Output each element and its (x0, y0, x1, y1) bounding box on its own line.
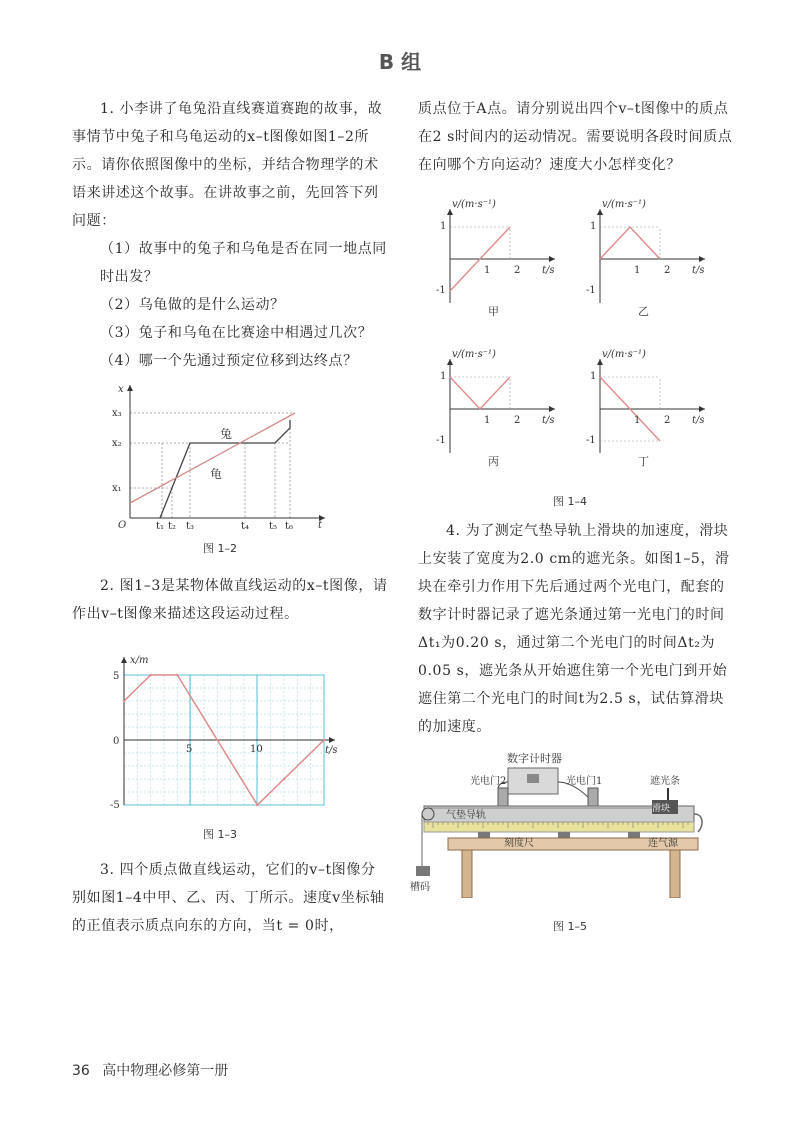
q1-item: （1）故事中的兔子和乌龟是否在同一地点同时出发？ (100, 241, 387, 285)
question-4 (418, 517, 736, 741)
fig12-ylabel: x (118, 384, 124, 395)
fig13-point (123, 700, 125, 702)
fig14-ylabel: v/(m·s⁻¹) (602, 199, 646, 210)
fig14-tick: -1 (586, 285, 596, 296)
fig14-tick: 1 (634, 265, 641, 276)
fig13-point (323, 739, 325, 741)
fig12-xtick: t₅ (269, 521, 278, 530)
fig13-ytick: 0 (113, 736, 120, 747)
fig14-tick: 1 (484, 415, 491, 426)
fig14-tick: 1 (484, 265, 491, 276)
fig12-xlabel: t (318, 520, 323, 530)
turtle-line (130, 413, 295, 503)
q1-item: （4）哪一个先通过预定位移到达终点？ (100, 353, 358, 369)
fig14-tick: 1 (590, 221, 597, 232)
fig14-xlabel: t/s (692, 415, 705, 426)
fig13-caption: 图 1–3 (203, 828, 237, 841)
fig13-point (149, 674, 151, 676)
fig15-caption: 图 1–5 (553, 920, 587, 933)
label-timer: 数字计时器 (507, 752, 562, 765)
fig13-ytick: -5 (110, 800, 120, 811)
fig14-plot-ding (570, 345, 720, 470)
label-air: 连气源 (648, 838, 678, 849)
question-3-continued (418, 95, 736, 179)
weight-block (416, 866, 430, 876)
fig13-ylabel: x/m (130, 655, 149, 666)
fig14-tick: 1 (634, 415, 641, 426)
q3-cont-text: 质点位于A点。请分别说出四个v–t图像中的质点在2 s时间内的运动情况。需要说明各段时间质点在向哪个方向运动？速度大小怎样变化？ (418, 101, 733, 173)
fig14-plot-bing (420, 345, 570, 470)
fig14-plot-jia (420, 195, 570, 320)
fig14-ylabel: v/(m·s⁻¹) (452, 199, 496, 210)
fig13-xtick: 10 (250, 744, 263, 755)
question-1 (72, 95, 390, 375)
fig14-series-line (450, 377, 510, 409)
fig12-xtick: t₁ (156, 521, 165, 530)
fig12-xtick: t₃ (186, 521, 195, 530)
fig12-caption: 图 1–2 (203, 542, 237, 555)
fig14-caption: 图 1–4 (553, 495, 587, 508)
section-heading: B 组 (378, 50, 422, 74)
fig14-tick: 1 (590, 371, 597, 382)
fig12-ytick: x₃ (112, 408, 122, 419)
fig13-xtick: 5 (186, 744, 193, 755)
fig14-label: 甲 (488, 305, 499, 318)
label-weight: 槽码 (410, 882, 430, 893)
label-shade: 遮光条 (650, 776, 680, 787)
fig14-tick: -1 (436, 435, 446, 446)
fig12-label-rabbit: 兔 (220, 427, 233, 441)
fig14-tick: 1 (440, 371, 447, 382)
fig14-label: 乙 (638, 305, 649, 318)
pulley (422, 808, 434, 820)
table-leg (462, 850, 472, 898)
fig14-ylabel: v/(m·s⁻¹) (452, 349, 496, 360)
fig14-label: 丁 (638, 455, 649, 468)
fig14-tick: 2 (514, 415, 521, 426)
fig14-xlabel: t/s (542, 415, 555, 426)
fig14-tick: 2 (664, 265, 671, 276)
table-leg (670, 850, 680, 898)
fig13-point (176, 674, 178, 676)
q2-text: 2. 图1–3是某物体做直线运动的x–t图像，请作出v–t图像来描述这段运动过程。 (72, 578, 388, 622)
fig14-tick: -1 (586, 435, 596, 446)
fig13-ytick: 5 (113, 671, 120, 682)
fig12-ytick: x₁ (112, 483, 122, 494)
figure-1-3 (110, 645, 360, 815)
book-title: 高中物理必修第一册 (102, 1063, 229, 1079)
q4-text: 4. 为了测定气垫导轨上滑块的加速度，滑块上安装了宽度为2.0 cm的遮光条。如图1–5，滑块在牵引力作用下先后通过两个光电门，配套的数字计时器记录了遮光条通过第一光电门的时间Δt₁为0.20 s，通过第二个光电门的时间Δt₂为0.05 s，遮光条从开始遮住第一个光电门到开始遮住第二个光电门的时间t为2.5 s，试估算滑块的加速度。 (418, 523, 730, 735)
page-number: 36 (72, 1063, 90, 1079)
q1-item: （3）兔子和乌龟在比赛途中相遇过几次？ (100, 325, 373, 341)
fig14-xlabel: t/s (692, 265, 705, 276)
label-gate1: 光电门1 (566, 776, 603, 787)
fig14-series-line (600, 227, 660, 259)
q1-item: （2）乌龟做的是什么运动？ (100, 297, 285, 313)
fig14-label: 丙 (488, 455, 499, 468)
timer-display (527, 774, 539, 783)
fig14-plot-yi (570, 195, 720, 320)
figure-1-2 (110, 370, 340, 530)
air-hose (694, 814, 702, 832)
fig14-tick: 2 (514, 265, 521, 276)
photogate-2 (498, 788, 508, 808)
figure-1-4 (420, 195, 720, 490)
fig14-xlabel: t/s (542, 265, 555, 276)
q1-intro: 1. 小李讲了龟兔沿直线赛道赛跑的故事，故事情节中兔子和乌龟运动的x–t图像如图1–2所示。请你依照图像中的坐标，并结合物理学的术语来讲述这个故事。在讲故事之前，先回答下列问题： (72, 101, 383, 229)
fig12-xtick: t₆ (285, 521, 294, 530)
question-3 (72, 856, 390, 940)
fig14-tick: 1 (440, 221, 447, 232)
fig12-origin: O (118, 520, 127, 530)
question-2 (72, 572, 390, 628)
fig12-xtick: t₂ (168, 521, 177, 530)
figure-1-5 (408, 748, 708, 898)
q3-text: 3. 四个质点做直线运动，它们的v–t图像分别如图1–4中甲、乙、丙、丁所示。速度v坐标轴的正值表示质点向东的方向，当t = 0时， (72, 862, 385, 934)
fig14-tick: 2 (664, 415, 671, 426)
ruler (424, 822, 694, 832)
fig14-tick: -1 (436, 285, 446, 296)
page-footer (72, 1060, 228, 1080)
photogate-1 (588, 788, 598, 808)
label-ruler: 刻度尺 (504, 838, 534, 849)
fig14-ylabel: v/(m·s⁻¹) (602, 349, 646, 360)
fig13-point (283, 778, 285, 780)
fig12-label-turtle: 龟 (210, 467, 223, 481)
fig13-point (256, 804, 258, 806)
label-rail: 气垫导轨 (446, 810, 486, 821)
fig12-xtick: t₄ (241, 521, 250, 530)
fig13-xlabel: t/s (325, 745, 338, 756)
fig12-ytick: x₂ (112, 438, 122, 449)
label-slider: 滑块 (652, 804, 671, 814)
label-gate2: 光电门2 (470, 776, 507, 787)
